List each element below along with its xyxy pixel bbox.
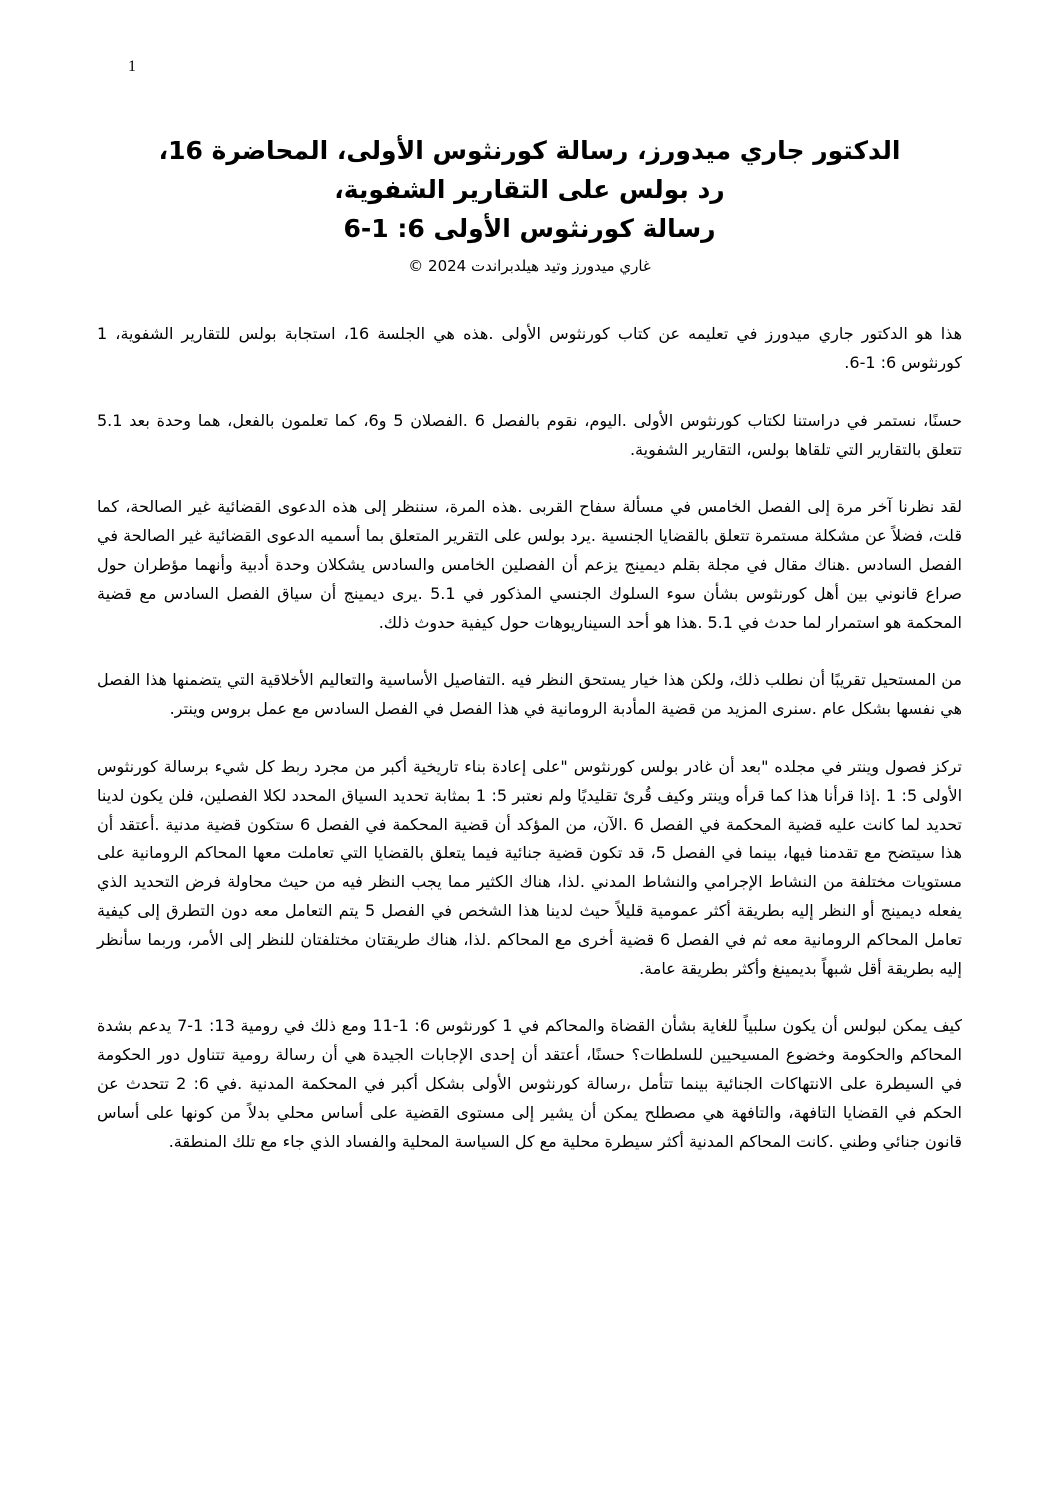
body-paragraph-4: من المستحيل تقريبًا أن نطلب ذلك، ولكن هذا خيار يستحق النظر فيه .التفاصيل الأساسية والتعاليم الأخلاقية التي يتضمنها هذا الفصل هي نفسها بشكل عام .سنرى المزيد من قضية المأدبة الرومانية في هذا الفصل في الفصل السادس مع عمل بروس وينتر. xyxy=(97,670,962,719)
copyright-line: غاري ميدورز وتيد هيلدبراندت 2024 © xyxy=(408,257,651,276)
page-number: 1 xyxy=(128,58,136,75)
body-paragraph-6: كيف يمكن لبولس أن يكون سلبياً للغاية بشأن القضاة والمحاكم في 1 كورنثوس 6: 1-11 ومع ذلك في رومية 13: 1-7 يدعم بشدة المحاكم والحكومة وخضوع المسيحيين للسلطات؟ حسنًا، أعتقد أن إحدى الإجابات الجيدة هي أن رسالة رومية تتناول دور الحكومة في السيطرة على الانتهاكات الجنائية بينما تتأمل ،رسالة كورنثوس الأولى بشكل أكبر في المحكمة المدنية .في 6: 2 تتحدث عن الحكم في القضايا التافهة، والتافهة هي مصطلح يمكن أن يشير إلى مستوى القضية على أساس محلي بدلاً من كونها على أساس قانون جنائي وطني .كانت المحاكم المدنية أكثر سيطرة محلية مع كل السياسة المحلية والفساد الذي جاء مع تلك المنطقة. xyxy=(97,1016,963,1151)
body-paragraph-1: هذا هو الدكتور جاري ميدورز في تعليمه عن كتاب كورنثوس الأولى .هذه هي الجلسة 16، استجابة بولس للتقارير الشفوية، 1 كورنثوس 6: 1-6. xyxy=(97,324,963,373)
body-paragraph-3: لقد نظرنا آخر مرة إلى الفصل الخامس في مسألة سفاح القربى .هذه المرة، سننظر إلى هذه الدعوى القضائية غير الصالحة، كما قلت، فضلاً عن مشكلة مستمرة تتعلق بالقضايا الجنسية .يرد بولس على التقرير المتعلق بما أسميه الدعوى القضائية غير الصالحة في الفصل السادس .هناك مقال في مجلة بقلم ديمينج يزعم أن الفصلين الخامس والسادس يشكلان وحدة أدبية وأنهما مؤطران حول صراع قانوني بين أهل كورنثوس بشأن سوء السلوك الجنسي المذكور في 5.1 .يرى ديمينج أن سياق الفصل السادس مع قضية المحكمة هو استمرار لما حدث في 5.1 .هذا هو أحد السيناريوهات حول كيفية حدوث ذلك. xyxy=(97,497,962,632)
title-line-3: رسالة كورنثوس الأولى 6: 1-6 xyxy=(343,213,716,243)
title-line-2: رد بولس على التقارير الشفوية، xyxy=(334,174,725,204)
title-line-1: الدكتور جاري ميدورز، رسالة كورنثوس الأولى، المحاضرة 16، xyxy=(158,136,901,165)
body-paragraph-2: حسنًا، نستمر في دراستنا لكتاب كورنثوس الأولى .اليوم، نقوم بالفصل 6 .الفصلان 5 و6، كما تعلمون بالفعل، هما وحدة بعد 5.1 تتعلق بالتقارير التي تلقاها بولس، التقارير الشفوية. xyxy=(97,410,963,459)
body-paragraph-5: تركز فصول وينتر في مجلده "بعد أن غادر بولس كورنثوس "على إعادة بناء تاريخية أكبر من مجرد ربط كل شيء برسالة كورنثوس الأولى 5: 1 .إذا قرأنا هذا كما قرأه وينتر وكيف قُرئ تقليديًا ولم نعتبر 5: 1 بمثابة تحديد السياق المحدد لكلا الفصلين، فلن يكون لدينا تحديد لما كانت عليه قضية المحكمة في الفصل 6 .الآن، من المؤكد أن قضية المحكمة في الفصل 6 ستكون قضية مدنية .أعتقد أن هذا سيتضح مع تقدمنا فيها، بينما في الفصل 5، قد تكون قضية جنائية فيما يتعلق بالقضايا التي تعاملت معها المحاكم الرومانية على مستويات مختلفة من النشاط الإجرامي والنشاط المدني .لذا، هناك الكثير مما يجب النظر فيه من حيث محاولة فرض التحديد الذي يفعله ديمينج أو النظر إليه بطريقة أكثر عمومية قليلاً حيث لدينا هذا الشخص في الفصل 5 يتم التعامل معه دون التطرق إلى كيفية تعامل المحاكم الرومانية معه ثم في الفصل 6 قضية أخرى مع المحاكم .لذا، هناك طريقتان مختلفتان للنظر إلى الأمر، وربما سأنظر إليه بطريقة أقل شبهاً بديمينغ وأكثر بطريقة عامة. xyxy=(97,757,963,978)
title-block xyxy=(97,132,962,248)
document-body xyxy=(97,320,962,1156)
